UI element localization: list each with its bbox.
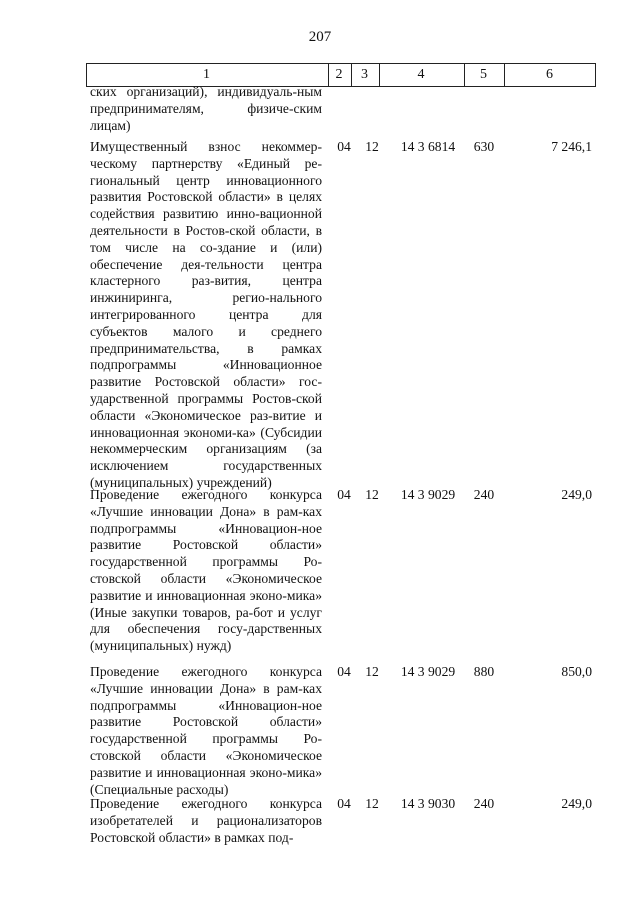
header-divider [351, 63, 352, 87]
header-divider [328, 63, 329, 87]
row-section-code: 04 [337, 139, 351, 154]
header-divider [464, 63, 465, 87]
header-col-5: 5 [480, 67, 487, 82]
row-expense-type: 240 [473, 796, 495, 811]
row-expense-type: 880 [473, 664, 495, 679]
row-description: Проведение ежегодного конкурса «Лучшие инновации Дона» в рам-ках подпрограммы «Инновацион-ное развитие Ростовской области» государственной программы Ро-стовской области «Экономическое развитие и инновационная эконо-мика» (Специальные расходы) [90, 664, 322, 797]
row-description: Проведение ежегодного конкурса «Лучшие инновации Дона» в рам-ках подпрограммы «Инновацион-ное развитие Ростовской области» государственной программы Ро-стовской области «Экономическое развитие и инновационная эконо-мика» (Иные закупки товаров, ра-бот и услуг для обеспечения госу-дарственных (муниципальных) нужд) [90, 487, 322, 654]
row-description: ских организаций), индивидуаль-ным предпринимателям, физиче-ским лицам) [90, 84, 322, 133]
row-amount: 249,0 [561, 796, 592, 811]
row-target-article: 14 3 6814 [400, 139, 456, 154]
row-subsection-code: 12 [365, 139, 379, 154]
row-amount: 7 246,1 [551, 139, 592, 154]
header-col-2: 2 [335, 67, 343, 82]
header-divider [504, 63, 505, 87]
row-section-code: 04 [337, 796, 351, 811]
row-amount: 249,0 [561, 487, 592, 502]
page-number: 207 [308, 29, 332, 45]
row-description: Имущественный взнос некоммер-ческому партнерству «Единый ре-гиональный центр инновационного развития Ростовской области» в целях содействия развитию инно-вационной деятельности в Ростов-ской области, в том числе на со-здание и (или) обеспечение дея-тельности центра кластерного раз-вития, центра инжиниринга, регио-нального интегрированного центра для субъектов малого и среднего предпринимательства, в рамках подпрограммы «Инновационное развитие Ростовской области» гос-ударственной программы Ростов-ской области «Экономическое раз-витие и инновационная экономи-ка» (Субсидии некоммерческим организациям (за исключением государственных (муниципальных) учреждений) [90, 139, 322, 490]
row-subsection-code: 12 [365, 487, 379, 502]
row-target-article: 14 3 9030 [400, 796, 456, 811]
row-section-code: 04 [337, 487, 351, 502]
header-col-6: 6 [546, 67, 553, 82]
row-subsection-code: 12 [365, 664, 379, 679]
row-expense-type: 630 [473, 139, 495, 154]
header-divider [595, 63, 596, 87]
row-amount: 850,0 [561, 664, 592, 679]
header-col-3: 3 [361, 67, 368, 82]
row-subsection-code: 12 [365, 796, 379, 811]
row-section-code: 04 [337, 664, 351, 679]
row-target-article: 14 3 9029 [400, 664, 456, 679]
row-expense-type: 240 [473, 487, 495, 502]
row-description: Проведение ежегодного конкурса изобретателей и рационализаторов Ростовской области» в рамках под- [90, 796, 322, 845]
header-divider [86, 63, 87, 87]
header-col-1: 1 [203, 67, 210, 82]
header-col-4: 4 [417, 67, 425, 82]
header-divider [379, 63, 380, 87]
row-target-article: 14 3 9029 [400, 487, 456, 502]
